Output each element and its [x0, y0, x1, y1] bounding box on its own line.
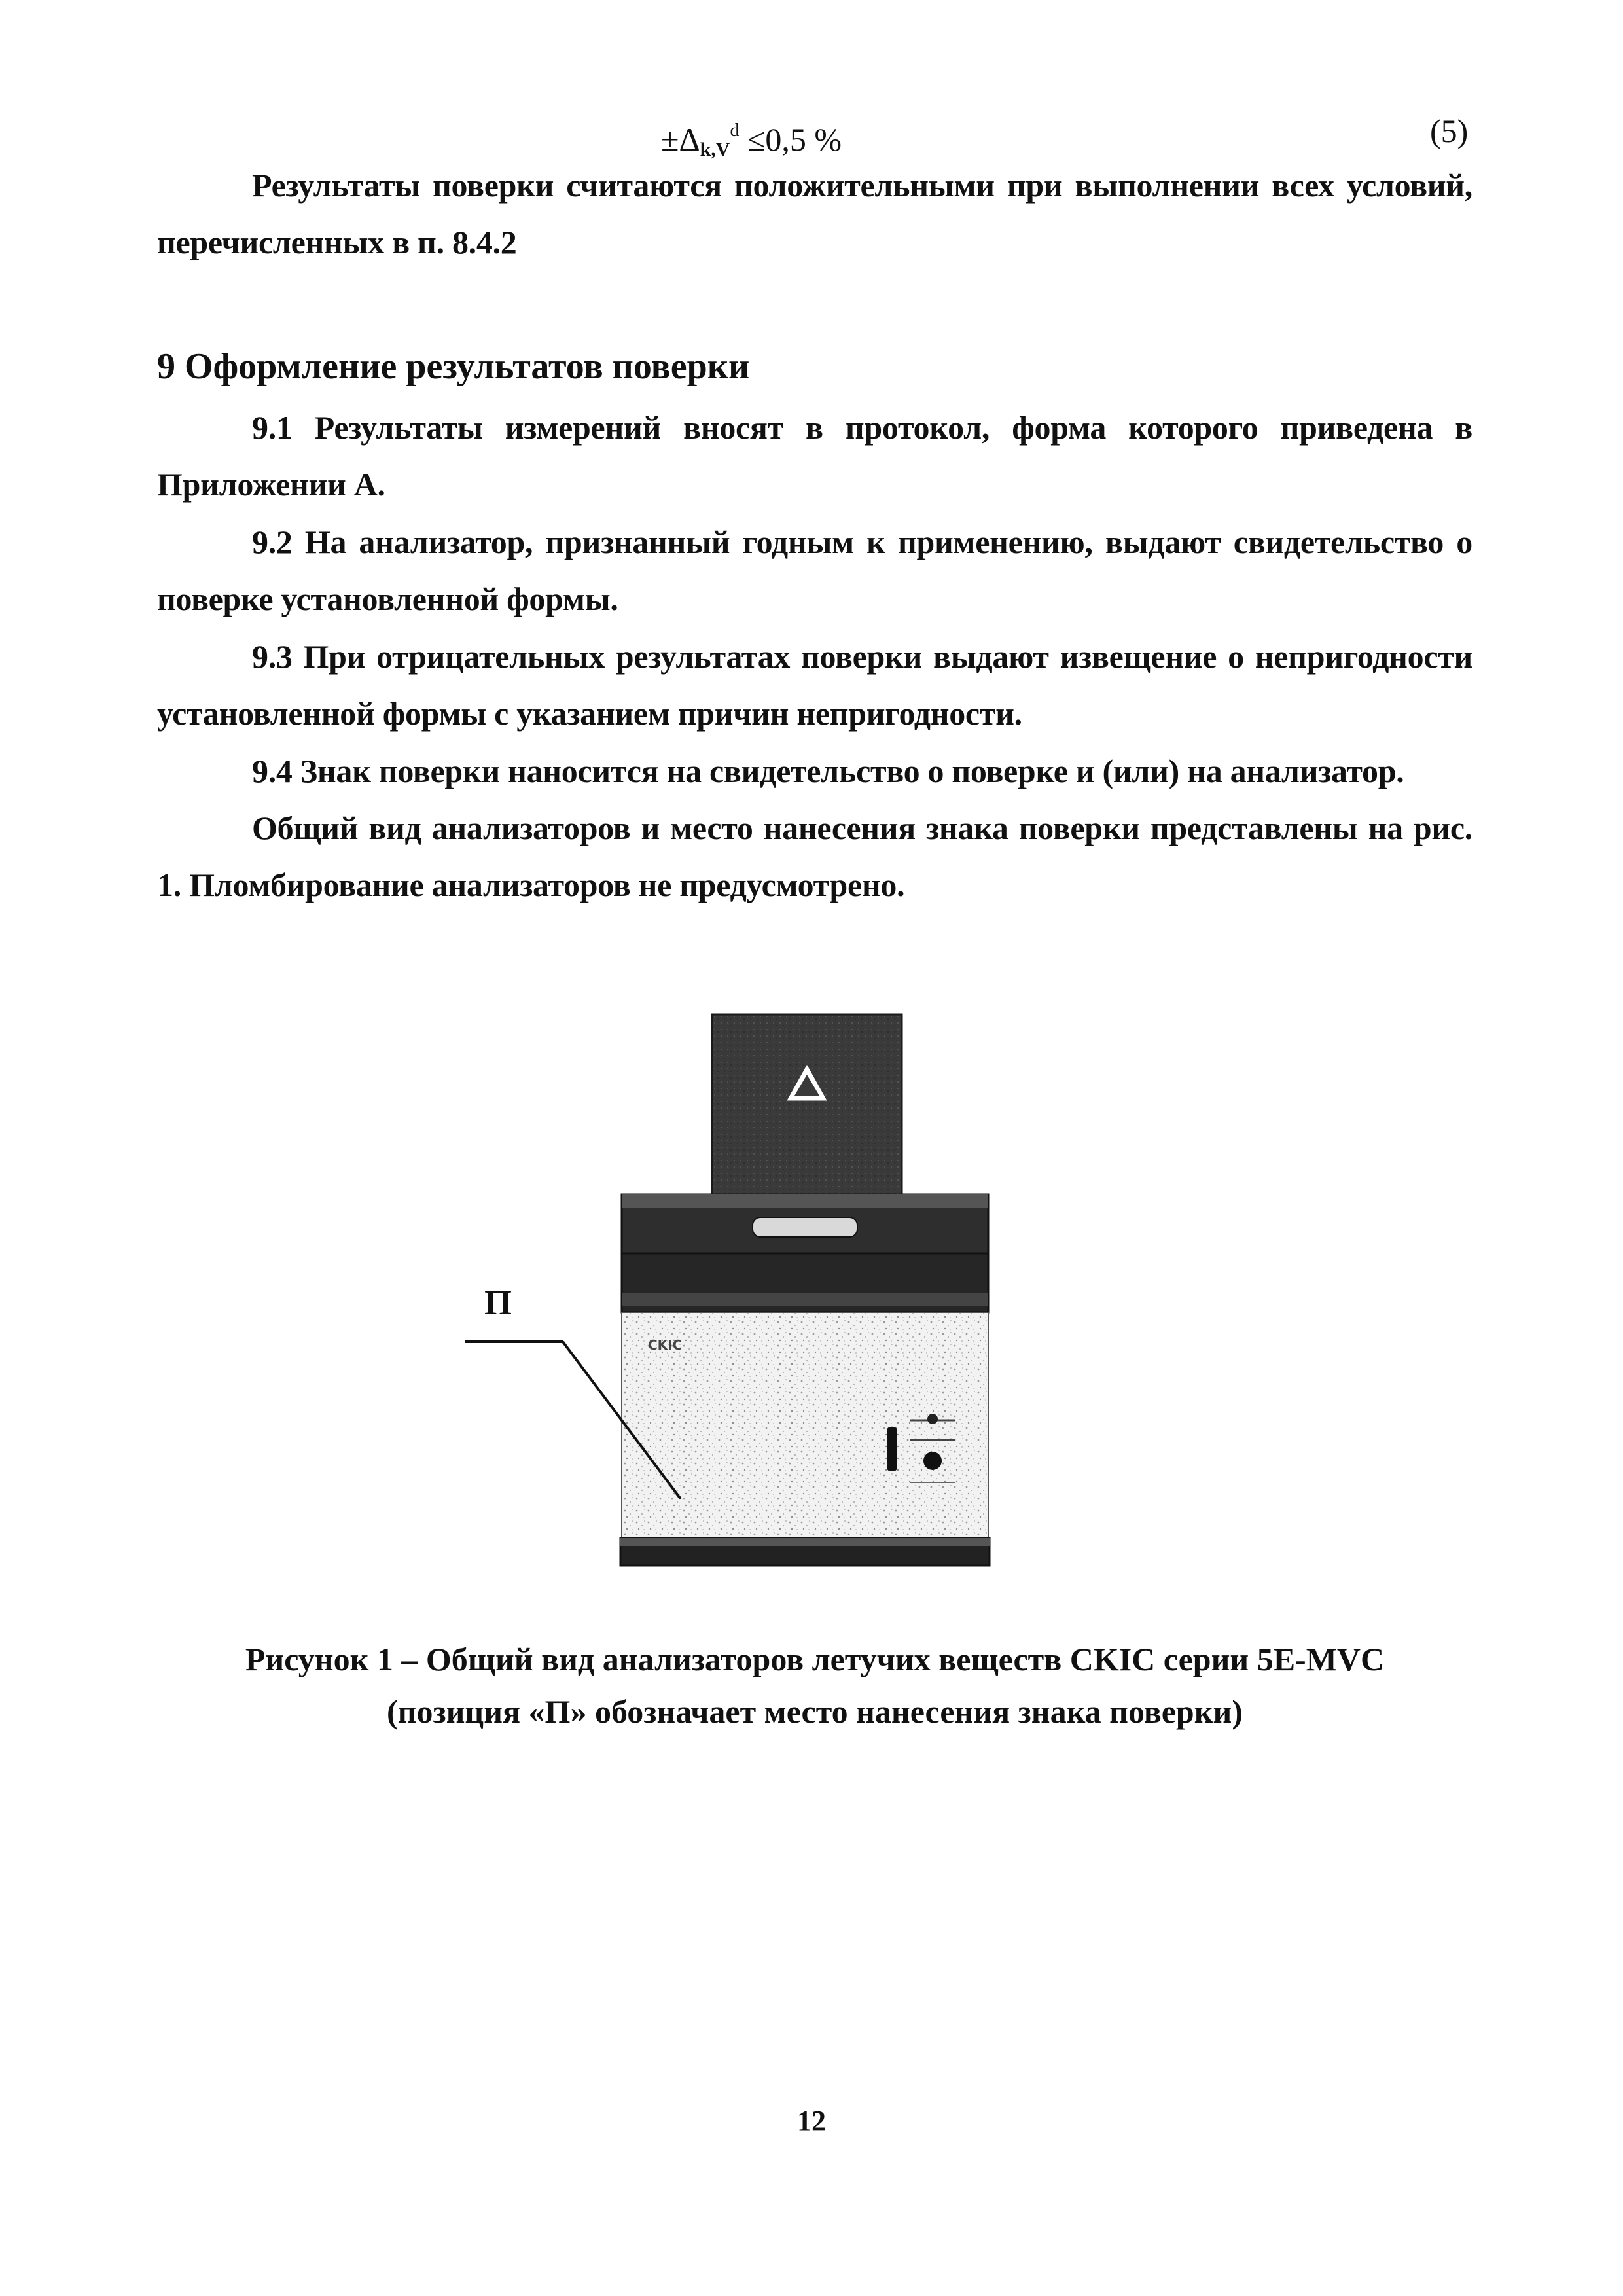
formula-5 — [0, 105, 1623, 160]
device-status-slot — [887, 1427, 897, 1471]
device-indicator-icon — [927, 1414, 938, 1424]
paragraph-9-1: 9.1 Результаты измерений вносят в протокол, форма которого приведена в Приложении А. — [157, 409, 1472, 503]
formula-superscript: d — [730, 120, 740, 141]
formula-subscript: k,V — [700, 139, 730, 160]
figure-caption-line2: (позиция «П» обозначает место нанесения знака поверки) — [387, 1693, 1243, 1730]
analyzer-figure — [458, 1001, 1047, 1577]
paragraph-9-4: 9.4 Знак поверки наносится на свидетельство о поверке и (или) на анализатор. — [252, 753, 1404, 789]
device-power-button-icon — [923, 1452, 942, 1470]
paragraph-9-2: 9.2 На анализатор, признанный годным к применению, выдают свидетельство о поверке установленной формы. — [157, 524, 1472, 617]
device-top-box — [712, 1014, 902, 1194]
formula-relation: ≤0,5 % — [739, 121, 842, 158]
formula-prefix: ±Δ — [661, 121, 700, 158]
paragraph-results-positive: Результаты поверки считаются положительными при выполнении всех условий, перечисленных в п. 8.4.2 — [157, 167, 1472, 260]
figure-caption-line1: Рисунок 1 – Общий вид анализаторов летучих веществ CKIC серии 5E-MVC — [245, 1641, 1385, 1677]
formula-number: (5) — [1430, 113, 1469, 149]
paragraph-9-3: 9.3 При отрицательных результатах поверки выдают извещение о непригодности установленной формы с указанием причин непригодности. — [157, 638, 1472, 732]
device-tray-handle — [753, 1217, 857, 1237]
section-heading-9: 9 Оформление результатов поверки — [157, 346, 750, 387]
page-number: 12 — [797, 2105, 826, 2137]
device-brand-label: CKIC — [648, 1337, 683, 1353]
paragraph-general-view: Общий вид анализаторов и место нанесения знака поверки представлены на рис. 1. Пломбирование анализаторов не предусмотрено. — [157, 810, 1472, 903]
verification-mark-position-label: П — [484, 1283, 512, 1322]
